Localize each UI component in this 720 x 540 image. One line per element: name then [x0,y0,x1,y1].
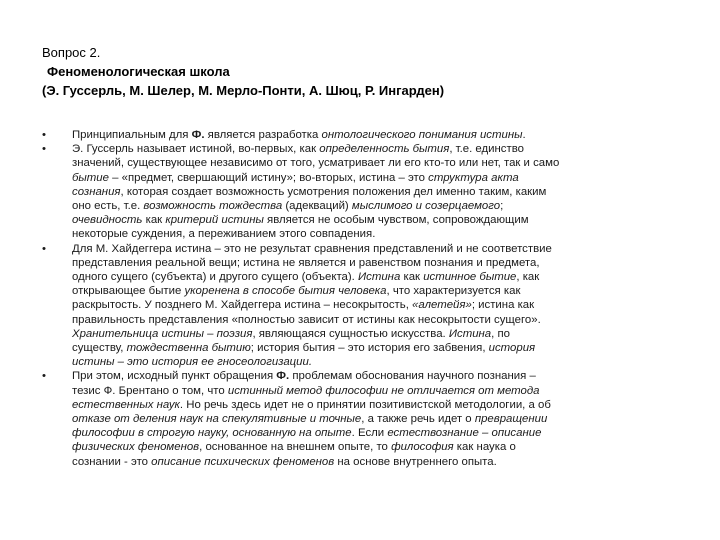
text-run: . [522,129,526,141]
emphasis-text: Хранительница истины – поэзия [72,327,253,340]
text-run: открывающее бытие [72,285,185,298]
bold-text: Ф. [191,129,205,141]
text-run: некоторые суждения, а переживанием этого совпадения. [72,228,376,241]
text-run: , что характеризуется как [386,285,521,298]
text-line [72,199,682,213]
emphasis-text: Истина [448,327,492,340]
emphasis-text: критерий истины [165,214,264,227]
text-line [72,298,682,312]
text-run: – «предмет, свершающий истину»; во-вторых, истина – это [108,171,429,184]
emphasis-text: естествознание – описание [387,427,542,440]
text-run: значений, существующее независимо от того, усматривает ли его кто-то или нет, так и само [72,157,560,170]
emphasis-text: истины – это история ее гносеологизации. [72,356,313,369]
text-line [72,369,682,383]
text-run: существу, [72,342,127,355]
text-run: как [142,214,166,227]
text-line [72,185,682,199]
text-run: При этом, исходный пункт обращения [72,370,277,383]
emphasis-text: бытие [72,171,109,184]
text-line [72,242,682,256]
bullet-dot: • [42,370,46,383]
emphasis-text: превращении [474,413,548,426]
text-line [72,313,682,327]
bullet-dot: • [42,242,46,255]
text-run: ; [500,200,504,213]
question-number: Вопрос 2. [42,45,101,60]
text-line [72,256,682,270]
bullet-dot: • [42,129,46,141]
text-run: Для М. Хайдеггера истина – это не результат сравнения представлений и не соответствие [72,242,552,255]
text-run: Э. Гуссерль называет истиной, во-первых, как [72,143,320,156]
text-line [72,156,682,170]
text-run: сознании - это [72,455,152,468]
text-line [72,455,682,469]
text-line [72,398,682,412]
emphasis-text: «алетейя» [412,299,472,312]
text-line [72,412,682,426]
bullet-item [42,142,682,241]
text-run: , являющаяся сущностью искусства. [252,327,449,340]
text-run: на основе внутреннего опыта. [334,455,497,468]
text-run: является разработка [204,129,322,141]
text-line [72,213,682,227]
text-run: . Если [351,427,388,440]
text-run: , как [516,271,540,284]
emphasis-text: философии в строгую науку, основанную на опыте [72,427,352,440]
text-run: как наука о [453,441,516,454]
text-run: , основанное на внешнем опыте, то [199,441,392,454]
bullet-list [42,128,682,469]
text-run: проблемам обоснования научного познания – [289,370,536,383]
text-run: является не особым чувством, сопровождающим [263,214,529,227]
text-run: (адекваций) [282,200,352,213]
emphasis-text: философия [391,441,454,454]
emphasis-text: структура акта [428,171,519,184]
slide-heading [42,43,682,100]
bold-text: Ф. [276,370,290,383]
text-run: , которая создает возможность усмотрения положения дел именно таким, каким [120,185,547,198]
emphasis-text: физических феноменов [72,441,200,454]
emphasis-text: истинное бытие [423,271,517,284]
text-line [72,426,682,440]
text-line [72,440,682,454]
emphasis-text: Истина [358,271,401,284]
emphasis-text: укоренена в способе бытия человека [184,285,387,298]
text-line [72,284,682,298]
text-run: . Но речь здесь идет не о принятии позитивистской методологии, а об [179,398,551,411]
text-line [72,341,682,355]
text-run: одного сущего (субъекта) и другого сущего (объекта). [72,271,359,284]
slide-subtitle: (Э. Гуссерль, М. Шелер, М. Мерло-Понти, А. Шюц, Р. Ингарден) [42,83,445,98]
emphasis-text: мыслимого и созерцаемого [351,200,501,213]
emphasis-text: тождественна бытию [126,342,251,355]
text-line [72,270,682,284]
emphasis-text: истинный метод философии не отличается от метода [227,384,540,397]
text-run: ; история бытия – это история его забвения, [250,342,489,355]
emphasis-text: сознания [72,185,121,198]
slide-title: Феноменологическая школа [47,64,230,79]
bullet-item [42,128,682,142]
text-run: , а также речь идет о [361,413,475,426]
text-run: ; истина как [471,299,535,312]
text-line [72,128,682,142]
text-run: Принципиальным для [72,129,192,141]
text-line [72,227,682,241]
text-run: раскрытость. У позднего М. Хайдеггера истина – несокрытость, [72,299,413,312]
emphasis-text: описание психических феноменов [151,455,335,468]
text-run: правильность представления «полностью зависит от истины как несокрытости сущего». [72,313,541,326]
text-run: тезис Ф. Брентано о том, что [72,384,228,397]
text-run: как [400,271,424,284]
bullet-dot: • [42,143,46,156]
emphasis-text: возможность тождества [143,200,283,213]
text-run: , по [491,327,510,340]
text-line [72,355,682,369]
emphasis-text: отказе от деления наук на спекулятивные и точные [72,413,362,426]
emphasis-text: онтологического понимания истины [321,129,523,141]
bullet-item [42,369,682,468]
text-line [72,327,682,341]
emphasis-text: определенность бытия [319,143,450,156]
bullet-item [42,242,682,370]
emphasis-text: история [488,342,536,355]
text-line [72,142,682,156]
text-run: оно есть, т.е. [72,200,144,213]
text-line [72,171,682,185]
emphasis-text: естественных наук [72,398,180,411]
text-line [72,384,682,398]
emphasis-text: очевидность [72,214,143,227]
text-run: , т.е. единство [449,143,524,156]
text-run: представления реальной вещи; истина не является и равенством познания и предмета, [72,256,540,269]
